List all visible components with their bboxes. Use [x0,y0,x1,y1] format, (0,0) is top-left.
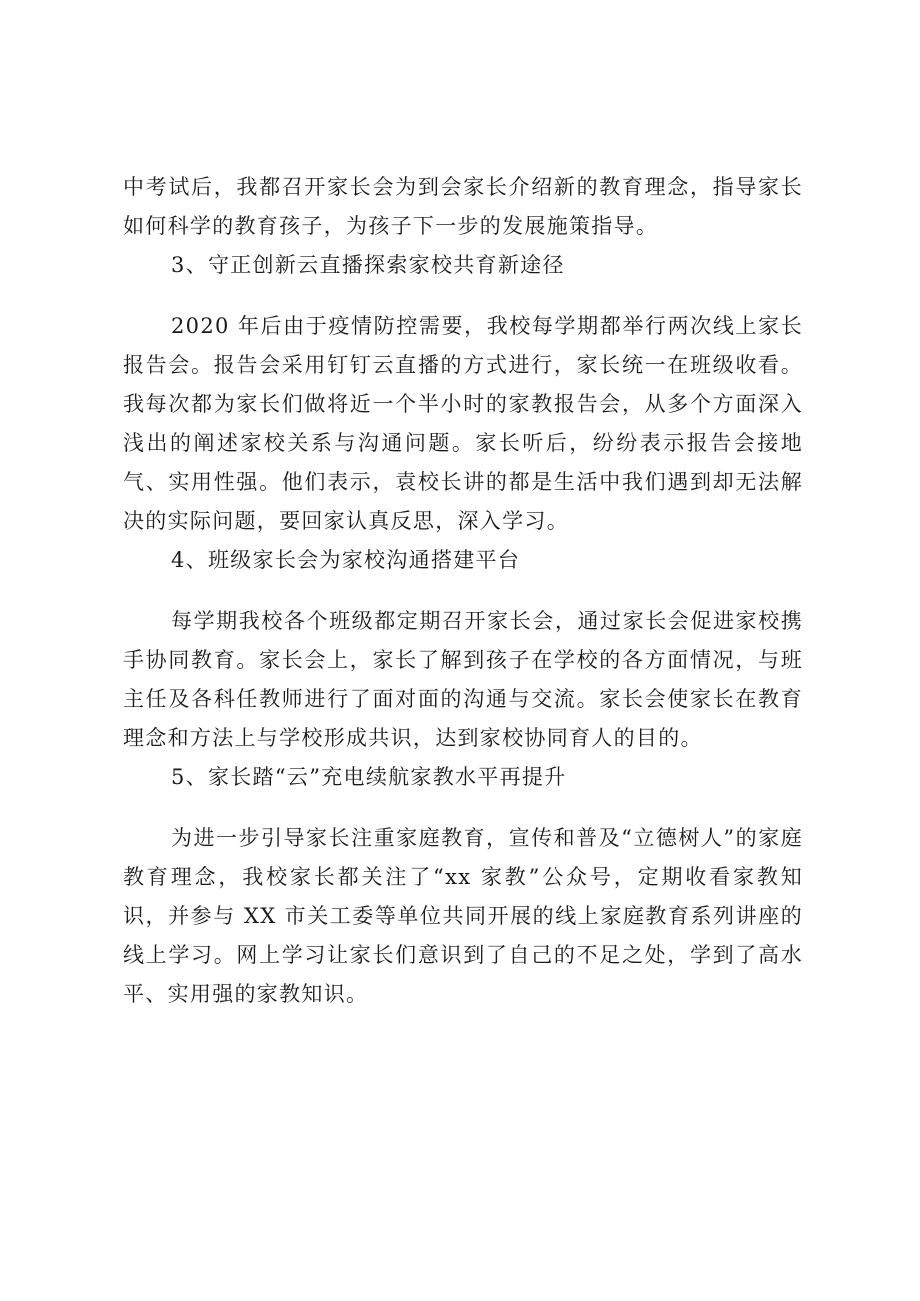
document-body [123,168,803,1014]
paragraph-section-4: 每学期我校各个班级都定期召开家长会，通过家长会促进家校携手协同教育。家长会上，家长了解到孩子在学校的各方面情况，与班主任及各科任教师进行了面对面的沟通与交流。家长会使家长在教育理念和方法上与学校形成共识，达到家校协同育人的目的。 [123,609,803,750]
section-heading-5: 5、家长踏“云”充电续航家教水平再提升 [171,765,567,789]
paragraph-intro: 中考试后，我都召开家长会为到会家长介绍新的教育理念，指导家长如何科学的教育孩子，为孩子下一步的发展施策指导。 [123,175,803,238]
section-heading-4: 4、班级家长会为家校沟通搭建平台 [171,548,521,572]
paragraph-section-5: 为进一步引导家长注重家庭教育，宣传和普及“立德树人”的家庭教育理念，我校家长都关注了“xx 家教”公众号，定期收看家教知识，并参与 XX 市关工委等单位共同开展的线上家庭教育系列讲座的线上学习。网上学习让家长们意识到了自己的不足之处，学到了高水平、实用强的家教知识。 [123,826,803,1006]
paragraph-section-3: 2020 年后由于疫情防控需要，我校每学期都举行两次线上家长报告会。报告会采用钉钉云直播的方式进行，家长统一在班级收看。我每次都为家长们做将近一个半小时的家教报告会，从多个方面深入浅出的阐述家校关系与沟通问题。家长听后，纷纷表示报告会接地气、实用性强。他们表示，袁校长讲的都是生活中我们遇到却无法解决的实际问题，要回家认真反思，深入学习。 [123,314,803,533]
section-heading-3: 3、守正创新云直播探索家校共育新途径 [171,253,565,277]
